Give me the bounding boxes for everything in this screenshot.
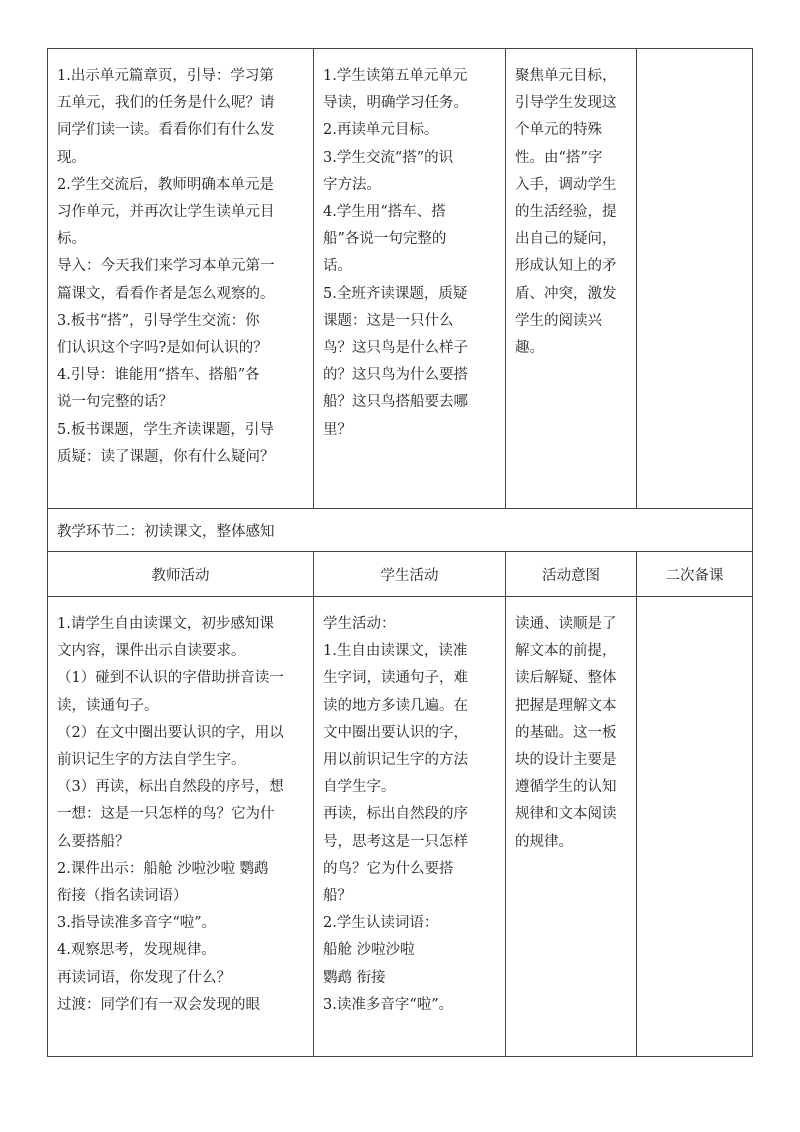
text-line: 船”各说一句完整的 (323, 231, 447, 248)
text-line: 4.学生用“搭车、搭 (323, 204, 446, 221)
text-line: 2.课件出示：船舱 沙啦沙啦 鹦鹉 (57, 860, 269, 877)
text-line: （1）碰到不认识的字借助拼音读一 (57, 670, 284, 687)
text-line: 出自己的疑问， (515, 231, 617, 248)
text-line: 的规律。 (515, 833, 573, 850)
table-row-stage-two (48, 597, 753, 1057)
text-line: 入手，调动学生 (515, 176, 617, 193)
text-line: 3.指导读准多音字“啦”。 (57, 915, 217, 932)
text-line: 的？这只鸟为什么要搭 (323, 367, 468, 384)
text-line: 前识记生字的方法自学生字。 (57, 752, 246, 769)
text-line: 5.全班齐读课题，质疑 (323, 285, 468, 302)
activity-intent-cell (506, 597, 636, 866)
lesson-plan-table (47, 48, 752, 1057)
text-line: 遵循学生的认知 (515, 779, 617, 796)
text-line: 鹦鹉 衔接 (323, 969, 386, 986)
text-line: 生字词，读通句子，难 (323, 670, 468, 687)
text-line: 再读词语，你发现了什么？ (57, 969, 231, 986)
header-student-activity: 学生活动 (314, 552, 506, 597)
text-line: 么要搭船？ (57, 833, 130, 850)
text-line: 1.学生读第五单元单元 (323, 68, 468, 84)
text-line: 里？ (323, 421, 352, 438)
text-line: 自学生字。 (323, 779, 396, 796)
table-header-row (48, 552, 753, 597)
text-line: 3.读准多音字“啦”。 (323, 996, 454, 1013)
text-line: 标。 (57, 231, 86, 248)
text-line: 3.板书“搭”，引导学生交流：你 (57, 312, 260, 329)
header-second-prep: 二次备课 (637, 552, 753, 597)
text-line: 字方法。 (323, 176, 381, 193)
text-line: 衔接（指名读词语） (57, 888, 188, 905)
text-line: 盾、冲突，激发 (515, 285, 617, 302)
text-line: 块的设计主要是 (515, 752, 617, 769)
text-line: 3.学生交流“搭”的识 (323, 149, 454, 166)
text-line: 读后解疑、整体 (515, 670, 617, 687)
text-line: 现。 (57, 149, 86, 166)
section-row (48, 509, 753, 552)
text-line: 解文本的前提， (515, 643, 617, 660)
text-line: 1.出示单元篇章页，引导：学习第 (57, 68, 274, 84)
text-line: 话。 (323, 258, 352, 275)
text-line: 读通、读顺是了 (515, 616, 617, 632)
text-line: 说一句完整的话？ (57, 394, 173, 411)
text-line: 过渡：同学们有一双会发现的眼 (57, 996, 260, 1013)
text-line: 文内容，课件出示自读要求。 (57, 643, 246, 660)
text-line: 读，读通句子。 (57, 697, 159, 714)
section-title: 教学环节二：初读课文，整体感知 (48, 509, 753, 552)
text-line: 1.请学生自由读课文，初步感知课 (57, 616, 274, 632)
text-line: 同学们读一读。看看你们有什么发 (57, 122, 275, 139)
text-line: 的基础。这一板 (515, 724, 617, 741)
text-line: 4.观察思考，发现规律。 (57, 942, 216, 959)
activity-intent-cell (506, 49, 636, 372)
text-line: 2.再读单元目标。 (323, 122, 439, 139)
text-line: 导入：今天我们来学习本单元第一 (57, 258, 275, 275)
text-line: 5.板书课题，学生齐读课题，引导 (57, 421, 274, 438)
text-line: 引导学生发现这 (515, 95, 617, 112)
text-line: 读的地方多读几遍。在 (323, 697, 468, 714)
text-line: 船舱 沙啦沙啦 (323, 942, 415, 959)
text-line: 把握是理解文本 (515, 697, 617, 714)
text-line: 船？ (323, 888, 352, 905)
text-line: 的生活经验，提 (515, 204, 617, 221)
text-line: 聚焦单元目标， (515, 68, 617, 84)
text-line: 篇课文，看看作者是怎么观察的。 (57, 285, 275, 302)
text-line: 学生活动： (323, 616, 396, 632)
text-line: （2）在文中圈出要认识的字，用以 (57, 724, 284, 741)
text-line: （3）再读，标出自然段的序号，想 (57, 779, 284, 796)
second-prep-cell (637, 597, 752, 621)
student-activity-cell (314, 597, 505, 1029)
teacher-activity-cell (48, 49, 313, 481)
text-line: 船？这只鸟搭船要去哪 (323, 394, 468, 411)
header-activity-intent: 活动意图 (506, 552, 637, 597)
text-line: 2.学生认读词语： (323, 915, 439, 932)
text-line: 用以前识记生字的方法 (323, 752, 468, 769)
text-line: 4.引导：谁能用“搭车、搭船”各 (57, 367, 260, 384)
second-prep-cell (637, 49, 752, 73)
text-line: 质疑：读了课题，你有什么疑问？ (57, 448, 275, 465)
text-line: 形成认知上的矛 (515, 258, 617, 275)
text-line: 号，思考这是一只怎样 (323, 833, 468, 850)
text-line: 习作单元，并再次让学生读单元目 (57, 204, 275, 221)
text-line: 课题：这是一只什么 (323, 312, 454, 329)
text-line: 2.学生交流后，教师明确本单元是 (57, 176, 274, 193)
text-line: 个单元的特殊 (515, 122, 602, 139)
text-line: 导读，明确学习任务。 (323, 95, 468, 112)
text-line: 1.生自由读课文，读准 (323, 643, 468, 660)
text-line: 文中圈出要认识的字， (323, 724, 468, 741)
text-line: 再读，标出自然段的序 (323, 806, 468, 823)
student-activity-cell (314, 49, 505, 454)
text-line: 趣。 (515, 340, 544, 357)
text-line: 的鸟？它为什么要搭 (323, 860, 454, 877)
text-line: 们认识这个字吗?是如何认识的？ (57, 340, 268, 357)
text-line: 一想：这是一只怎样的鸟？它为什 (57, 806, 275, 823)
table-row-stage-one (48, 49, 753, 509)
text-line: 性。由“搭”字 (515, 149, 603, 166)
text-line: 规律和文本阅读 (515, 806, 617, 823)
text-line: 学生的阅读兴 (515, 312, 602, 329)
text-line: 鸟？这只鸟是什么样子 (323, 340, 468, 357)
text-line: 五单元，我们的任务是什么呢？请 (57, 95, 275, 112)
teacher-activity-cell (48, 597, 313, 1029)
header-teacher-activity: 教师活动 (48, 552, 314, 597)
